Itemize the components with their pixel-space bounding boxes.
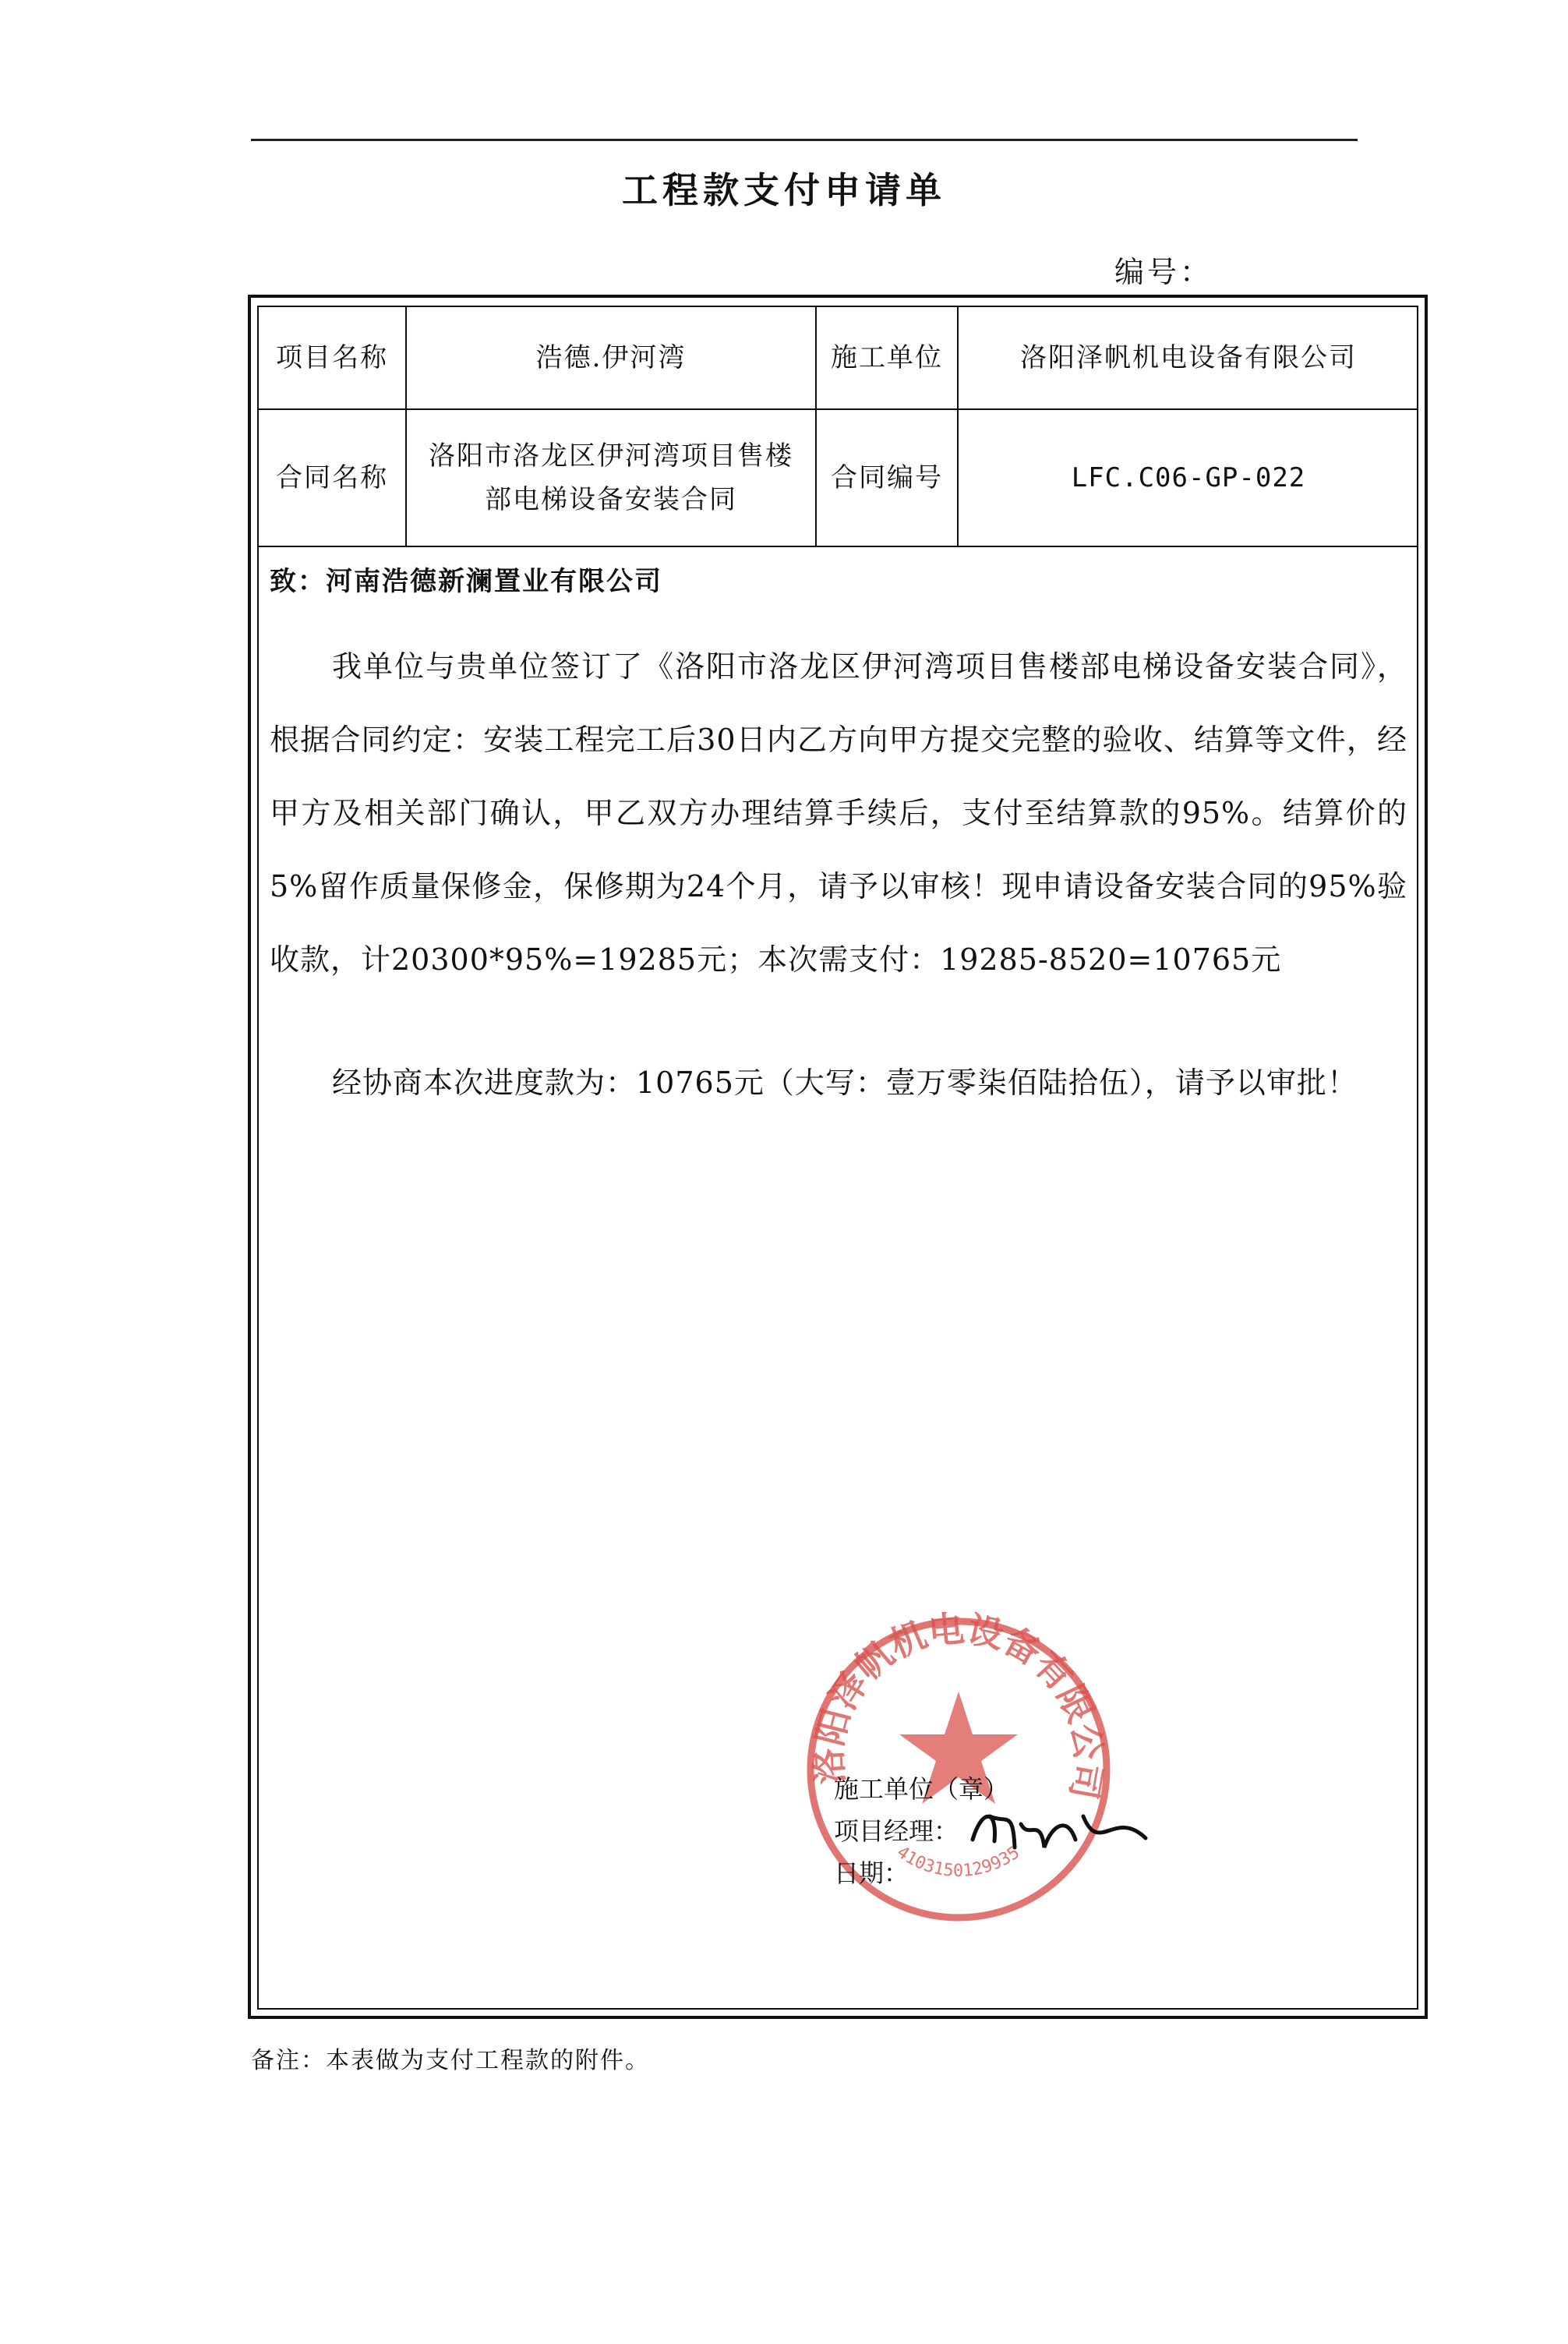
project-name-value: 浩德.伊河湾: [535, 342, 687, 373]
application-body-paragraph: 我单位与贵单位签订了《洛阳市洛龙区伊河湾项目售楼部电梯设备安装合同》，根据合同约定：安装工程完工后30日内乙方向甲方提交完整的验收、结算等文件，经甲方及相关部门确认，甲乙双方办理结算手续后，支付至结算款的95%。结算价的5%留作质量保修金，保修期为24个月，请予以审核！现申请设备安装合同的95%验收款，计20300*95%=19285元；本次需支付：19285-8520=10765元: [270, 649, 1407, 977]
contract-name-label: 合同名称: [276, 462, 388, 493]
recipient-line: 致：河南浩德新澜置业有限公司: [270, 566, 662, 597]
table-bottom-divider: [257, 546, 1418, 547]
document-title: 工程款支付申请单: [622, 169, 946, 211]
project-name-label: 项目名称: [276, 342, 388, 373]
contract-name-value: 洛阳市洛龙区伊河湾项目售楼部电梯设备安装合同: [429, 440, 793, 515]
date-label: 日期：: [834, 1858, 909, 1888]
seal-company-text: 洛阳泽帆机电设备有限公司: [807, 1607, 1111, 1803]
handwritten-signature: [966, 1793, 1153, 1863]
project-manager-label: 项目经理：: [834, 1816, 959, 1846]
contractor-seal-label: 施工单位（章）: [834, 1774, 1009, 1804]
document-number-label: 编号：: [1114, 255, 1213, 289]
top-rule: [251, 139, 1358, 141]
contractor-label: 施工单位: [831, 342, 943, 373]
footer-note: 备注：本表做为支付工程款的附件。: [251, 2047, 650, 2074]
contract-number-value: LFC.C06-GP-022: [1071, 462, 1306, 493]
contract-number-label: 合同编号: [831, 462, 943, 493]
contractor-value: 洛阳泽帆机电设备有限公司: [1020, 342, 1357, 373]
seal-number-text: 4103150129935: [892, 1842, 1024, 1881]
negotiated-payment-paragraph: 经协商本次进度款为：10765元（大写：壹万零柒佰陆拾伍），请予以审批！: [332, 1066, 1358, 1100]
